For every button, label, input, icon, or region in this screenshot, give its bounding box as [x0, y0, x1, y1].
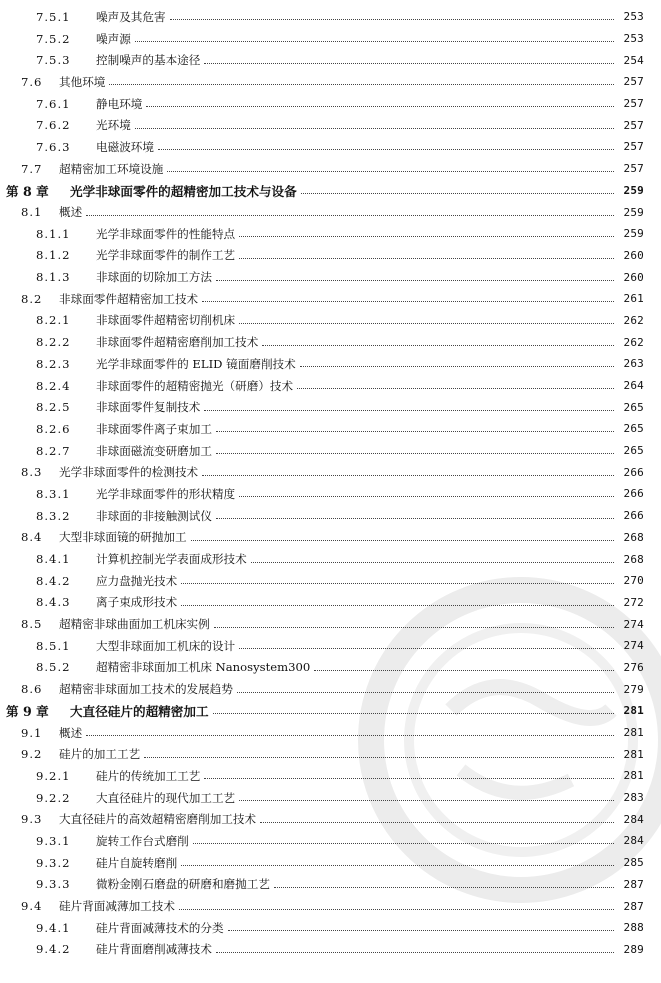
toc-title: 光环境	[96, 118, 131, 133]
dot-leader	[239, 236, 614, 237]
toc-title: 非球面的非接触测试仪	[96, 508, 212, 523]
toc-page-number: 257	[623, 140, 644, 154]
dot-leader	[239, 496, 614, 497]
toc-title: 离子束成形技术	[96, 595, 178, 610]
toc-section[interactable]	[0, 808, 661, 830]
toc-page-number: 260	[623, 270, 644, 284]
toc-subsection[interactable]	[0, 765, 661, 787]
toc-section[interactable]	[0, 895, 661, 917]
dot-leader	[202, 475, 614, 476]
toc-title: 微粉金刚石磨盘的研磨和磨抛工艺	[96, 877, 270, 892]
toc-title: 光学非球面零件的制作工艺	[96, 248, 236, 263]
toc-number: 9.4.1	[36, 920, 71, 935]
dot-leader	[181, 605, 614, 606]
toc-number: 7.6.3	[36, 139, 71, 154]
toc-number: 8.2.4	[36, 378, 71, 393]
dot-leader	[204, 410, 614, 411]
toc-number: 7.7	[21, 161, 43, 176]
toc-title: 超精密非球曲面加工机床实例	[59, 617, 210, 632]
toc-page-number: 266	[623, 487, 644, 501]
toc-page-number: 265	[623, 444, 644, 458]
toc-number: 9.4	[21, 899, 43, 914]
toc-title: 应力盘抛光技术	[96, 573, 178, 588]
toc-title: 硅片的加工工艺	[59, 747, 141, 762]
toc-subsection[interactable]	[0, 28, 661, 50]
toc-page-number: 284	[623, 834, 644, 848]
toc-section[interactable]	[0, 743, 661, 765]
dot-leader	[86, 215, 614, 216]
toc-number: 7.5.3	[36, 53, 71, 68]
toc-number: 7.5.2	[36, 31, 71, 46]
toc-title: 硅片的传统加工工艺	[96, 768, 201, 783]
toc-number: 9.3.1	[36, 833, 71, 848]
toc-page-number: 289	[623, 942, 644, 956]
toc-number: 8.1.1	[36, 226, 71, 241]
dot-leader	[274, 887, 614, 888]
dot-leader	[239, 323, 614, 324]
toc-subsection[interactable]	[0, 635, 661, 657]
dot-leader	[216, 431, 614, 432]
toc-page-number: 283	[623, 791, 644, 805]
toc-number: 8.2.6	[36, 421, 71, 436]
dot-leader	[262, 345, 614, 346]
toc-title: 硅片背面减薄加工技术	[59, 899, 175, 914]
toc-subsection[interactable]	[0, 852, 661, 874]
toc-page-number: 265	[623, 400, 644, 414]
toc-page-number: 268	[623, 552, 644, 566]
toc-number: 9.2	[21, 747, 43, 762]
dot-leader	[202, 301, 614, 302]
toc-section[interactable]	[0, 678, 661, 700]
toc-number: 8.2.2	[36, 335, 71, 350]
toc-number: 9.3.3	[36, 877, 71, 892]
dot-leader	[191, 540, 614, 541]
toc-subsection[interactable]	[0, 396, 661, 418]
toc-number: 8.4	[21, 530, 43, 545]
toc-number: 8.1.2	[36, 248, 71, 263]
toc-subsection[interactable]	[0, 939, 661, 961]
toc-title: 硅片自旋转磨削	[96, 855, 178, 870]
toc-subsection[interactable]	[0, 570, 661, 592]
toc-number: 8.2.5	[36, 400, 71, 415]
toc-number: 9.2.2	[36, 790, 71, 805]
toc-page-number: 262	[623, 335, 644, 349]
toc-title: 噪声源	[96, 31, 131, 46]
toc-title: 静电环境	[96, 96, 143, 111]
dot-leader	[193, 843, 614, 844]
toc-title: 硅片背面减薄技术的分类	[96, 920, 224, 935]
dot-leader	[239, 648, 614, 649]
toc-number: 8.4.1	[36, 552, 71, 567]
toc-title: 非球面零件超精密切削机床	[96, 313, 236, 328]
toc-chapter[interactable]	[0, 180, 661, 202]
toc-subsection[interactable]	[0, 310, 661, 332]
dot-leader	[213, 713, 614, 714]
toc-section[interactable]	[0, 288, 661, 310]
toc-page-number: 287	[623, 877, 644, 891]
dot-leader	[86, 735, 614, 736]
toc-title: 超精密非球面加工机床 Nanosystem300	[96, 660, 311, 675]
toc-page-number: 288	[623, 921, 644, 935]
toc-page-number: 279	[623, 682, 644, 696]
toc-number: 8.2.3	[36, 356, 71, 371]
toc-title: 超精密加工环境设施	[59, 161, 164, 176]
toc-title: 非球面磁流变研磨加工	[96, 443, 212, 458]
dot-leader	[135, 41, 614, 42]
toc-page-number: 287	[623, 899, 644, 913]
toc-page-number: 253	[623, 32, 644, 46]
dot-leader	[181, 865, 614, 866]
toc-subsection[interactable]	[0, 657, 661, 679]
toc-section[interactable]	[0, 527, 661, 549]
toc-title: 大型非球面加工机床的设计	[96, 638, 236, 653]
toc-title: 电磁波环境	[96, 139, 154, 154]
toc-subsection[interactable]	[0, 830, 661, 852]
dot-leader	[179, 909, 614, 910]
toc-section[interactable]	[0, 461, 661, 483]
toc-title: 光学非球面零件的检测技术	[59, 465, 199, 480]
toc-chapter[interactable]	[0, 700, 661, 722]
toc-title: 非球面的切除加工方法	[96, 270, 212, 285]
toc-number: 9.3	[21, 812, 43, 827]
toc-title: 非球面零件的超精密抛光（研磨）技术	[96, 378, 294, 393]
toc-page-number: 253	[623, 10, 644, 24]
toc-page-number: 257	[623, 75, 644, 89]
toc-page-number: 257	[623, 118, 644, 132]
toc-subsection[interactable]	[0, 114, 661, 136]
toc-number: 8.6	[21, 682, 43, 697]
dot-leader	[181, 583, 614, 584]
toc-page-number: 260	[623, 248, 644, 262]
toc-page-number: 281	[623, 769, 644, 783]
toc-page-number: 281	[623, 747, 644, 761]
dot-leader	[314, 670, 614, 671]
toc-number: 第 8 章	[6, 183, 49, 199]
dot-leader	[216, 280, 614, 281]
dot-leader	[204, 63, 614, 64]
toc-page-number: 259	[623, 205, 644, 219]
toc-section[interactable]	[0, 201, 661, 223]
dot-leader	[228, 930, 614, 931]
dot-leader	[170, 19, 614, 20]
dot-leader	[239, 258, 614, 259]
toc-number: 9.4.2	[36, 942, 71, 957]
toc-title: 硅片背面磨削减薄技术	[96, 942, 212, 957]
toc-page-number: 262	[623, 313, 644, 327]
toc-number: 8.2	[21, 291, 43, 306]
toc-title: 光学非球面零件的形状精度	[96, 486, 236, 501]
toc-subsection[interactable]	[0, 483, 661, 505]
toc-subsection[interactable]	[0, 418, 661, 440]
dot-leader	[297, 388, 614, 389]
toc-subsection[interactable]	[0, 548, 661, 570]
toc-title: 大直径硅片的现代加工工艺	[96, 790, 236, 805]
toc-title: 概述	[59, 725, 83, 740]
toc-subsection[interactable]	[0, 136, 661, 158]
toc-number: 8.5	[21, 617, 43, 632]
toc-number: 7.6.1	[36, 96, 71, 111]
toc-subsection[interactable]	[0, 787, 661, 809]
dot-leader	[237, 692, 614, 693]
toc-title: 计算机控制光学表面成形技术	[96, 552, 247, 567]
toc-number: 8.4.3	[36, 595, 71, 610]
table-of-contents	[0, 6, 661, 960]
toc-number: 8.5.2	[36, 660, 71, 675]
toc-subsection[interactable]	[0, 6, 661, 28]
toc-page-number: 284	[623, 812, 644, 826]
toc-subsection[interactable]	[0, 266, 661, 288]
toc-subsection[interactable]	[0, 917, 661, 939]
toc-title: 大直径硅片的超精密加工	[70, 704, 209, 720]
toc-number: 8.4.2	[36, 573, 71, 588]
dot-leader	[146, 106, 614, 107]
toc-number: 9.3.2	[36, 855, 71, 870]
toc-subsection[interactable]	[0, 49, 661, 71]
toc-title: 光学非球面零件的性能特点	[96, 226, 236, 241]
toc-page-number: 259	[623, 183, 644, 197]
toc-section[interactable]	[0, 158, 661, 180]
toc-page-number: 266	[623, 509, 644, 523]
toc-page-number: 265	[623, 422, 644, 436]
dot-leader	[204, 778, 614, 779]
toc-page-number: 270	[623, 574, 644, 588]
toc-section[interactable]	[0, 613, 661, 635]
toc-page-number: 257	[623, 162, 644, 176]
toc-page-number: 285	[623, 856, 644, 870]
toc-title: 非球面零件复制技术	[96, 400, 201, 415]
toc-title: 非球面零件超精密加工技术	[59, 291, 199, 306]
toc-page-number: 266	[623, 465, 644, 479]
toc-number: 8.2.1	[36, 313, 71, 328]
dot-leader	[260, 822, 614, 823]
toc-subsection[interactable]	[0, 93, 661, 115]
dot-leader	[216, 453, 614, 454]
toc-subsection[interactable]	[0, 874, 661, 896]
toc-subsection[interactable]	[0, 592, 661, 614]
dot-leader	[301, 193, 614, 194]
dot-leader	[135, 128, 614, 129]
toc-section[interactable]	[0, 71, 661, 93]
toc-title: 超精密非球面加工技术的发展趋势	[59, 682, 233, 697]
toc-number: 第 9 章	[6, 704, 49, 720]
toc-page-number: 259	[623, 227, 644, 241]
dot-leader	[109, 84, 614, 85]
toc-number: 8.3.2	[36, 508, 71, 523]
toc-number: 8.2.7	[36, 443, 71, 458]
toc-subsection[interactable]	[0, 245, 661, 267]
toc-page-number: 257	[623, 97, 644, 111]
toc-number: 7.5.1	[36, 9, 71, 24]
toc-subsection[interactable]	[0, 375, 661, 397]
toc-title: 其他环境	[59, 74, 106, 89]
toc-subsection[interactable]	[0, 223, 661, 245]
toc-number: 9.1	[21, 725, 43, 740]
toc-page-number: 281	[623, 726, 644, 740]
toc-number: 8.3	[21, 465, 43, 480]
toc-page-number: 261	[623, 292, 644, 306]
dot-leader	[144, 757, 614, 758]
toc-section[interactable]	[0, 722, 661, 744]
toc-number: 8.5.1	[36, 638, 71, 653]
dot-leader	[158, 149, 614, 150]
dot-leader	[300, 366, 614, 367]
toc-page-number: 254	[623, 53, 644, 67]
toc-page-number: 264	[623, 379, 644, 393]
dot-leader	[251, 562, 614, 563]
toc-title: 非球面零件超精密磨削加工技术	[96, 335, 259, 350]
toc-title: 噪声及其危害	[96, 9, 166, 24]
toc-number: 8.1	[21, 205, 43, 220]
dot-leader	[216, 952, 614, 953]
toc-page-number: 276	[623, 660, 644, 674]
toc-number: 9.2.1	[36, 768, 71, 783]
toc-page-number: 274	[623, 639, 644, 653]
toc-number: 7.6.2	[36, 118, 71, 133]
toc-title: 概述	[59, 205, 83, 220]
toc-title: 大直径硅片的高效超精密磨削加工技术	[59, 812, 257, 827]
toc-subsection[interactable]	[0, 440, 661, 462]
toc-number: 8.1.3	[36, 270, 71, 285]
dot-leader	[239, 800, 614, 801]
toc-number: 7.6	[21, 74, 43, 89]
toc-subsection[interactable]	[0, 331, 661, 353]
toc-title: 非球面零件离子束加工	[96, 421, 212, 436]
toc-title: 光学非球面零件的超精密加工技术与设备	[70, 183, 297, 199]
toc-page-number: 268	[623, 530, 644, 544]
toc-subsection[interactable]	[0, 505, 661, 527]
toc-title: 大型非球面镜的研抛加工	[59, 530, 187, 545]
toc-page-number: 263	[623, 357, 644, 371]
toc-title: 控制噪声的基本途径	[96, 53, 201, 68]
toc-number: 8.3.1	[36, 486, 71, 501]
toc-subsection[interactable]	[0, 353, 661, 375]
toc-title: 旋转工作台式磨削	[96, 833, 189, 848]
toc-page-number: 281	[623, 704, 644, 718]
toc-title: 光学非球面零件的 ELID 镜面磨削技术	[96, 356, 296, 371]
toc-page-number: 274	[623, 617, 644, 631]
toc-page-number: 272	[623, 595, 644, 609]
dot-leader	[216, 518, 614, 519]
dot-leader	[214, 627, 614, 628]
dot-leader	[167, 171, 614, 172]
